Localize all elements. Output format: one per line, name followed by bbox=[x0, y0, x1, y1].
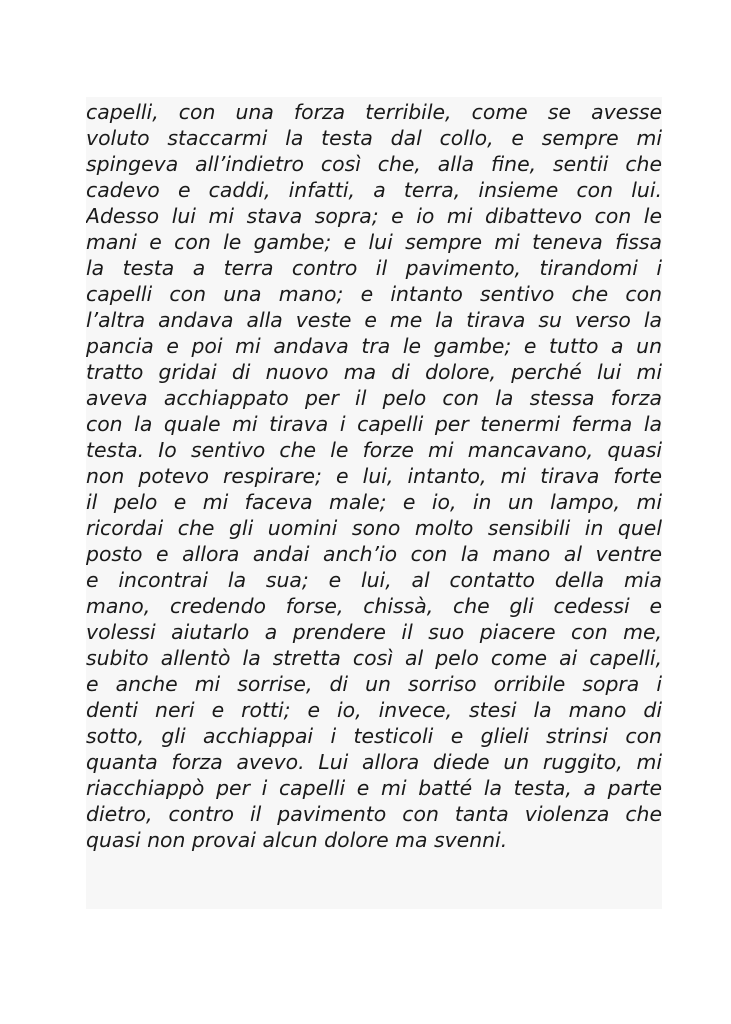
text-line: il pelo e mi faceva male; e io, in un lampo, mi bbox=[86, 490, 662, 514]
text-line: ricordai che gli uomini sono molto sensibili in quel bbox=[86, 516, 662, 540]
text-line: denti neri e rotti; e io, invece, stesi la mano di bbox=[86, 698, 662, 722]
text-line: testa. Io sentivo che le forze mi mancavano, quasi bbox=[86, 438, 662, 462]
text-line: con la quale mi tirava i capelli per tenermi ferma la bbox=[86, 412, 662, 436]
text-line-last: quasi non provai alcun dolore ma svenni. bbox=[86, 828, 508, 852]
text-line: voluto staccarmi la testa dal collo, e sempre mi bbox=[86, 126, 662, 150]
text-line: e incontrai la sua; e lui, al contatto della mia bbox=[86, 568, 662, 592]
text-line: posto e allora andai anch’io con la mano al ventre bbox=[86, 542, 662, 566]
text-line: mani e con le gambe; e lui sempre mi teneva fissa bbox=[86, 230, 662, 254]
document-text bbox=[86, 99, 662, 853]
text-line: quanta forza avevo. Lui allora diede un ruggito, mi bbox=[86, 750, 662, 774]
text-line: dietro, contro il pavimento con tanta violenza che bbox=[86, 802, 662, 826]
text-line: capelli, con una forza terribile, come se avesse bbox=[86, 100, 662, 124]
text-line: mano, credendo forse, chissà, che gli cedessi e bbox=[86, 594, 662, 618]
text-line: subito allentò la stretta così al pelo come ai capelli, bbox=[86, 646, 662, 670]
text-line: la testa a terra contro il pavimento, tirandomi i bbox=[86, 256, 662, 280]
text-line: capelli con una mano; e intanto sentivo che con bbox=[86, 282, 662, 306]
text-line: spingeva all’indietro così che, alla fine, sentii che bbox=[86, 152, 662, 176]
text-line: e anche mi sorrise, di un sorriso orribile sopra i bbox=[86, 672, 662, 696]
text-line: pancia e poi mi andava tra le gambe; e tutto a un bbox=[86, 334, 662, 358]
text-line: l’altra andava alla veste e me la tirava su verso la bbox=[86, 308, 662, 332]
text-line: riacchiappò per i capelli e mi batté la testa, a parte bbox=[86, 776, 662, 800]
text-line: volessi aiutarlo a prendere il suo piacere con me, bbox=[86, 620, 662, 644]
text-line: non potevo respirare; e lui, intanto, mi tirava forte bbox=[86, 464, 662, 488]
text-line: tratto gridai di nuovo ma di dolore, perché lui mi bbox=[86, 360, 662, 384]
text-line: cadevo e caddi, infatti, a terra, insieme con lui. bbox=[86, 178, 662, 202]
text-line: Adesso lui mi stava sopra; e io mi dibattevo con le bbox=[86, 204, 662, 228]
text-line: sotto, gli acchiappai i testicoli e glieli strinsi con bbox=[86, 724, 662, 748]
text-line: aveva acchiappato per il pelo con la stessa forza bbox=[86, 386, 662, 410]
